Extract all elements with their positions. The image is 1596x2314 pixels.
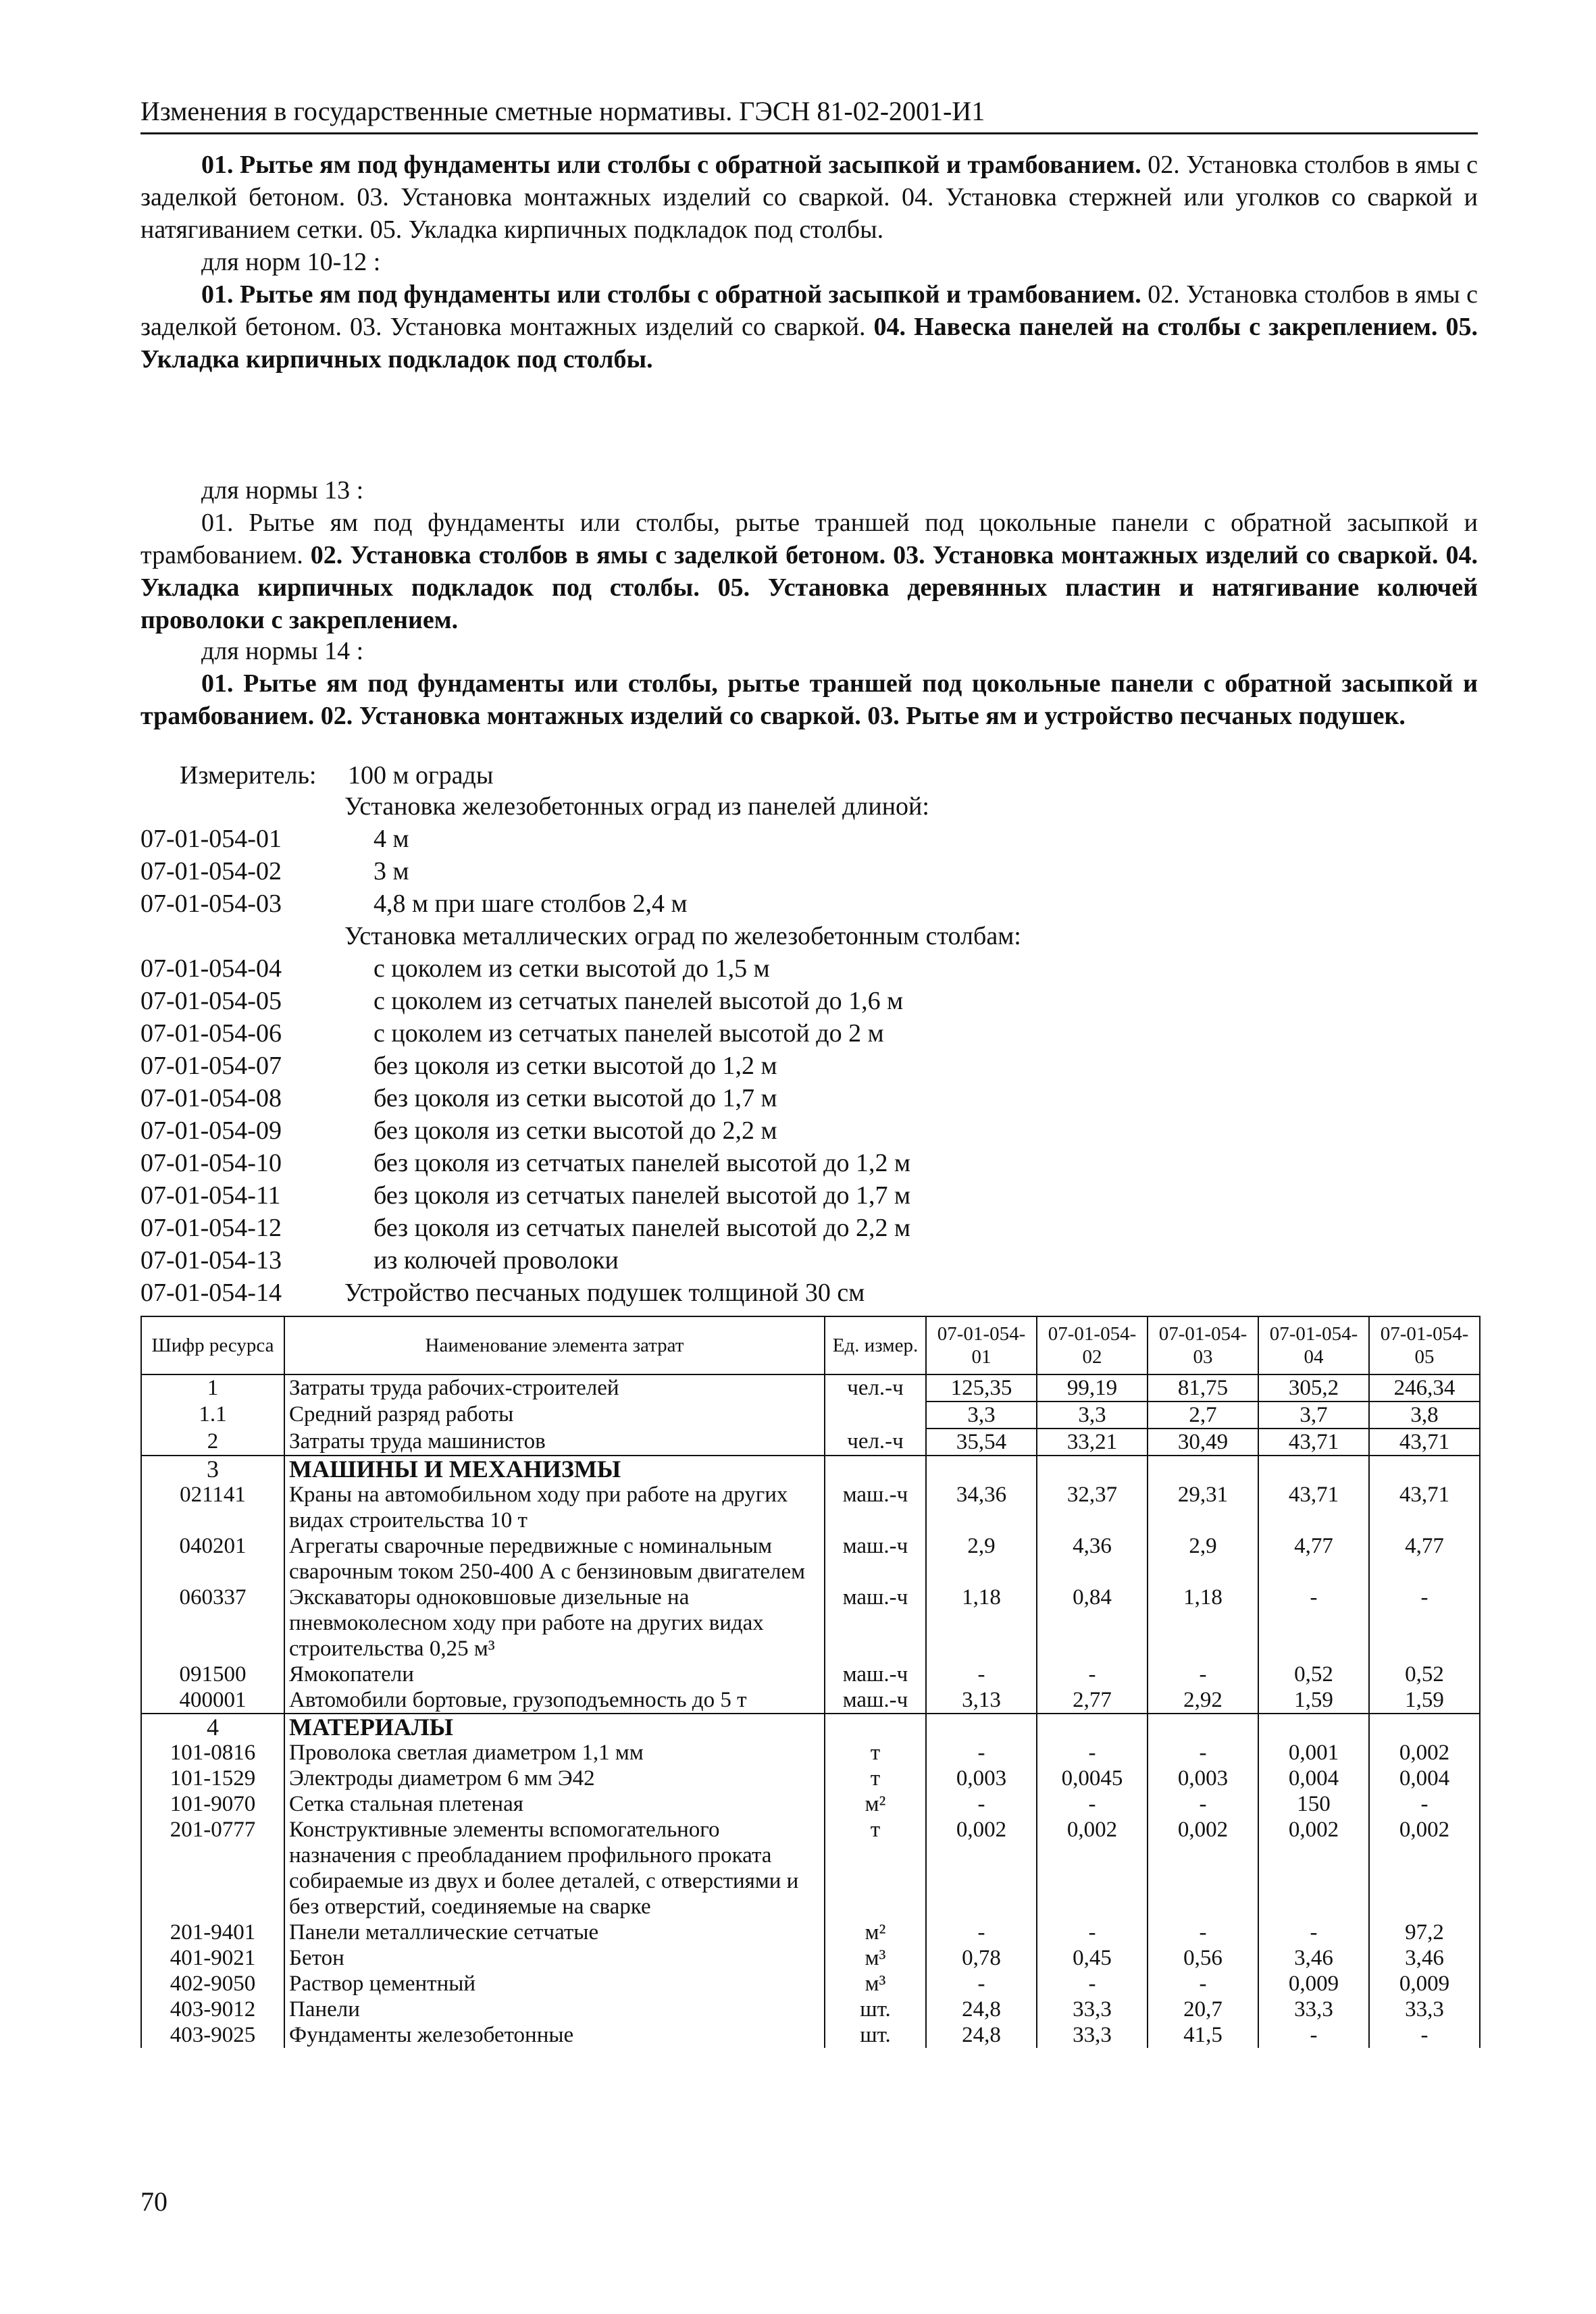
code-desc: с цоколем из сетчатых панелей высотой до 1,6 м xyxy=(374,987,904,1015)
code-desc: с цоколем из сетки высотой до 1,5 м xyxy=(374,954,770,983)
resource-unit: м³ xyxy=(825,1971,926,1997)
resource-value: - xyxy=(1369,1791,1480,1817)
p3-start: 01. Рытье ям под фундаменты или столбы, рытье траншей под цокольные панели с обратной засыпкой и трамбованием. xyxy=(140,509,1478,569)
code-desc: 4,8 м при шаге столбов 2,4 м xyxy=(374,890,688,918)
resource-value: - xyxy=(926,1920,1037,1945)
resource-name: Краны на автомобильном ходу при работе на других видах строительства 10 т xyxy=(284,1482,825,1533)
intro-paragraph-2 xyxy=(140,278,1478,376)
resource-value xyxy=(1037,1456,1148,1482)
resource-value: 3,46 xyxy=(1258,1945,1369,1971)
header-col: 07-01-054-02 xyxy=(1037,1316,1148,1374)
resource-unit: т xyxy=(825,1740,926,1766)
resource-name: Проволока светлая диаметром 1,1 мм xyxy=(284,1740,825,1766)
resource-value: 2,9 xyxy=(926,1533,1037,1585)
table-row xyxy=(141,1740,1480,1766)
resource-unit: шт. xyxy=(825,2022,926,2048)
table-row xyxy=(141,1456,1480,1482)
resource-value: 41,5 xyxy=(1148,2022,1258,2048)
table-row xyxy=(141,1429,1480,1456)
code-desc: без цоколя из сетчатых панелей высотой до 1,2 м xyxy=(374,1149,910,1177)
resource-name: Электроды диаметром 6 мм Э42 xyxy=(284,1766,825,1791)
resource-code: 400001 xyxy=(141,1687,284,1714)
code-desc: 4 м xyxy=(374,825,409,853)
table-body xyxy=(141,1374,1480,2048)
resource-value xyxy=(926,1714,1037,1740)
header-col: 07-01-054-05 xyxy=(1369,1316,1480,1374)
code: 07-01-054-11 xyxy=(140,1181,281,1210)
table-row xyxy=(141,1791,1480,1817)
resource-code: 201-0777 xyxy=(141,1817,284,1920)
resource-value: 1,18 xyxy=(1148,1585,1258,1662)
resource-code: 101-1529 xyxy=(141,1766,284,1791)
resource-value: 2,77 xyxy=(1037,1687,1148,1714)
code: 07-01-054-04 xyxy=(140,954,282,983)
resource-value: 0,004 xyxy=(1369,1766,1480,1791)
meter-value: 100 м ограды xyxy=(348,761,494,790)
resource-value: 0,004 xyxy=(1258,1766,1369,1791)
resource-unit xyxy=(825,1456,926,1482)
resource-value: 0,0045 xyxy=(1037,1766,1148,1791)
resource-value: 3,7 xyxy=(1258,1402,1369,1429)
code-desc: без цоколя из сетчатых панелей высотой до 1,7 м xyxy=(374,1181,910,1210)
resource-name: Затраты труда рабочих-строителей xyxy=(284,1374,825,1402)
resource-name: Панели металлические сетчатые xyxy=(284,1920,825,1945)
p2-bold-2: 04. Навеска панелей на столбы с закреплением. 05. Укладка кирпичных подкладок под столбы. xyxy=(140,313,1478,374)
table-row xyxy=(141,1766,1480,1791)
resource-value: - xyxy=(1037,1971,1148,1997)
resource-name: Экскаваторы одноковшовые дизельные на пневмоколесном ходу при работе на других видах строительства 0,25 м³ xyxy=(284,1585,825,1662)
p3-bold: 02. Установка столбов в ямы с заделкой бетоном. 03. Установка монтажных изделий со сваркой. 04. Укладка кирпичных подкладок под столбы. 05. Установка деревянных пластин и натягивание колючей проволоки с закреплением. xyxy=(140,541,1478,634)
resource-value: - xyxy=(1148,1971,1258,1997)
table-row xyxy=(141,1482,1480,1533)
table-header-row xyxy=(141,1316,1480,1374)
resource-value: 2,7 xyxy=(1148,1402,1258,1429)
p2-bold: 01. Рытье ям под фундаменты или столбы с обратной засыпкой и трамбованием. xyxy=(201,280,1141,309)
resource-value xyxy=(1148,1456,1258,1482)
resource-value xyxy=(1148,1714,1258,1740)
table-row xyxy=(141,1533,1480,1585)
table-row xyxy=(141,1402,1480,1429)
label-norm-13: для нормы 13 : xyxy=(201,476,364,505)
code-desc: 3 м xyxy=(374,857,409,885)
resource-value: 0,009 xyxy=(1369,1971,1480,1997)
resource-value: 33,3 xyxy=(1258,1997,1369,2022)
resource-code: 4 xyxy=(141,1714,284,1740)
resource-value: 0,003 xyxy=(926,1766,1037,1791)
resource-value: 0,003 xyxy=(1148,1766,1258,1791)
resource-unit: чел.-ч xyxy=(825,1374,926,1402)
resource-value: 0,52 xyxy=(1258,1662,1369,1687)
table-row xyxy=(141,1714,1480,1740)
resource-value: 3,3 xyxy=(926,1402,1037,1429)
meter-label: Измеритель: xyxy=(180,761,317,790)
resource-value: 0,002 xyxy=(1148,1817,1258,1920)
resource-name: Агрегаты сварочные передвижные с номинальным сварочным током 250-400 А с бензиновым двигателем xyxy=(284,1533,825,1585)
resource-value: 0,56 xyxy=(1148,1945,1258,1971)
resource-code: 402-9050 xyxy=(141,1971,284,1997)
resource-value: 33,3 xyxy=(1037,2022,1148,2048)
resource-value xyxy=(1369,1714,1480,1740)
resource-value: - xyxy=(1148,1740,1258,1766)
resource-name: Сетка стальная плетеная xyxy=(284,1791,825,1817)
resource-value: 0,002 xyxy=(1037,1817,1148,1920)
resource-value: - xyxy=(1258,1920,1369,1945)
resource-name: Раствор цементный xyxy=(284,1971,825,1997)
resource-name: Панели xyxy=(284,1997,825,2022)
code: 07-01-054-01 xyxy=(140,825,282,853)
header-col: 07-01-054-04 xyxy=(1258,1316,1369,1374)
intro-paragraph-1 xyxy=(140,149,1478,246)
resource-value: - xyxy=(1369,1585,1480,1662)
resource-value: 305,2 xyxy=(1258,1374,1369,1402)
resource-value: 20,7 xyxy=(1148,1997,1258,2022)
header-code: Шифр ресурса xyxy=(141,1316,284,1374)
resource-value: 0,002 xyxy=(926,1817,1037,1920)
resource-code: 101-0816 xyxy=(141,1740,284,1766)
resource-value: 33,21 xyxy=(1037,1429,1148,1456)
resource-value: 32,37 xyxy=(1037,1482,1148,1533)
resource-unit: маш.-ч xyxy=(825,1662,926,1687)
table-row xyxy=(141,1997,1480,2022)
resource-value: 0,84 xyxy=(1037,1585,1148,1662)
resource-name: Конструктивные элементы вспомогательного назначения с преобладанием профильного проката собираемые из двух и более деталей, с отверстиями и без отверстий, соединяемые на сварке xyxy=(284,1817,825,1920)
header-name: Наименование элемента затрат xyxy=(284,1316,825,1374)
resource-value: 43,71 xyxy=(1258,1429,1369,1456)
resource-value: 2,92 xyxy=(1148,1687,1258,1714)
resource-value: - xyxy=(926,1662,1037,1687)
resource-value: 24,8 xyxy=(926,1997,1037,2022)
table-row xyxy=(141,1945,1480,1971)
resource-value: 33,3 xyxy=(1369,1997,1480,2022)
resource-code: 2 xyxy=(141,1429,284,1456)
resource-value: - xyxy=(1148,1791,1258,1817)
resource-value: 125,35 xyxy=(926,1374,1037,1402)
resource-unit: м² xyxy=(825,1791,926,1817)
resource-code: 403-9012 xyxy=(141,1997,284,2022)
resource-value: 0,52 xyxy=(1369,1662,1480,1687)
resource-value: 33,3 xyxy=(1037,1997,1148,2022)
resource-value: 2,9 xyxy=(1148,1533,1258,1585)
header-unit: Ед. измер. xyxy=(825,1316,926,1374)
p1-rest: 02. Установка столбов в ямы с заделкой бетоном. 03. Установка монтажных изделий со сваркой. 04. Установка стержней или уголков со сваркой и натягиванием сетки. 05. Укладка кирпичных подкладок под столбы. xyxy=(140,151,1478,244)
resource-code: 091500 xyxy=(141,1662,284,1687)
resource-value: 246,34 xyxy=(1369,1374,1480,1402)
resource-code: 060337 xyxy=(141,1585,284,1662)
resource-value: - xyxy=(1258,1585,1369,1662)
resource-value: - xyxy=(1037,1920,1148,1945)
resource-unit: м³ xyxy=(825,1945,926,1971)
code: 07-01-054-12 xyxy=(140,1214,282,1242)
resource-name: МАТЕРИАЛЫ xyxy=(284,1714,825,1740)
p4-bold: 01. Рытье ям под фундаменты или столбы, рытье траншей под цокольные панели с обратной засыпкой и трамбованием. 02. Установка монтажных изделий со сваркой. 03. Рытье ям и устройство песчаных подушек. xyxy=(140,669,1478,730)
code: 07-01-054-10 xyxy=(140,1149,282,1177)
resource-unit: маш.-ч xyxy=(825,1533,926,1585)
resource-value: 3,8 xyxy=(1369,1402,1480,1429)
resource-table xyxy=(140,1316,1481,2048)
resource-value: 1,59 xyxy=(1258,1687,1369,1714)
resource-code: 1.1 xyxy=(141,1402,284,1429)
resource-name: Фундаменты железобетонные xyxy=(284,2022,825,2048)
resource-code: 3 xyxy=(141,1456,284,1482)
resource-name: Бетон xyxy=(284,1945,825,1971)
resource-value: 30,49 xyxy=(1148,1429,1258,1456)
resource-code: 201-9401 xyxy=(141,1920,284,1945)
code: 07-01-054-08 xyxy=(140,1084,282,1112)
resource-name: Автомобили бортовые, грузоподъемность до 5 т xyxy=(284,1687,825,1714)
resource-value: 0,002 xyxy=(1258,1817,1369,1920)
resource-value: 35,54 xyxy=(926,1429,1037,1456)
resource-value: 3,13 xyxy=(926,1687,1037,1714)
resource-value: - xyxy=(926,1971,1037,1997)
header-rule xyxy=(140,132,1478,134)
intro-paragraph-3 xyxy=(140,507,1478,636)
table-row xyxy=(141,1662,1480,1687)
code-desc: без цоколя из сетки высотой до 1,2 м xyxy=(374,1052,777,1080)
resource-value: 43,71 xyxy=(1369,1482,1480,1533)
page-number: 70 xyxy=(140,2186,168,2217)
resource-value xyxy=(1258,1714,1369,1740)
resource-value: 1,18 xyxy=(926,1585,1037,1662)
resource-value xyxy=(926,1456,1037,1482)
codes-heading-2: Установка металлических оград по железобетонным столбам: xyxy=(344,922,1021,950)
resource-name: Ямокопатели xyxy=(284,1662,825,1687)
resource-code: 401-9021 xyxy=(141,1945,284,1971)
resource-value: 0,45 xyxy=(1037,1945,1148,1971)
table-row xyxy=(141,1374,1480,1402)
resource-value xyxy=(1258,1456,1369,1482)
resource-value: 29,31 xyxy=(1148,1482,1258,1533)
table-row xyxy=(141,1817,1480,1920)
resource-unit: маш.-ч xyxy=(825,1482,926,1533)
label-norm-14: для нормы 14 : xyxy=(201,637,364,665)
resource-value: 0,78 xyxy=(926,1945,1037,1971)
resource-value: 0,009 xyxy=(1258,1971,1369,1997)
resource-value: 97,2 xyxy=(1369,1920,1480,1945)
resource-value: 4,77 xyxy=(1258,1533,1369,1585)
resource-value: - xyxy=(1258,2022,1369,2048)
code: 07-01-054-02 xyxy=(140,857,282,885)
resource-value: 0,001 xyxy=(1258,1740,1369,1766)
table-row xyxy=(141,1687,1480,1714)
resource-value: - xyxy=(926,1740,1037,1766)
resource-unit: т xyxy=(825,1766,926,1791)
table-row xyxy=(141,1920,1480,1945)
resource-unit: маш.-ч xyxy=(825,1585,926,1662)
header-col: 07-01-054-03 xyxy=(1148,1316,1258,1374)
resource-code: 040201 xyxy=(141,1533,284,1585)
resource-value: 1,59 xyxy=(1369,1687,1480,1714)
resource-unit: чел.-ч xyxy=(825,1429,926,1456)
running-header: Изменения в государственные сметные нормативы. ГЭСН 81-02-2001-И1 xyxy=(140,96,985,126)
resource-code: 021141 xyxy=(141,1482,284,1533)
resource-value: - xyxy=(1037,1662,1148,1687)
table-row xyxy=(141,2022,1480,2048)
resource-value: 24,8 xyxy=(926,2022,1037,2048)
code: 07-01-054-09 xyxy=(140,1116,282,1145)
resource-value: 0,002 xyxy=(1369,1740,1480,1766)
resource-value: - xyxy=(1148,1662,1258,1687)
resource-value xyxy=(1369,1456,1480,1482)
code: 07-01-054-06 xyxy=(140,1019,282,1048)
code: 07-01-054-14 xyxy=(140,1279,282,1307)
resource-name: Затраты труда машинистов xyxy=(284,1429,825,1456)
code: 07-01-054-03 xyxy=(140,890,282,918)
code-desc: из колючей проволоки xyxy=(374,1246,619,1275)
resource-code: 101-9070 xyxy=(141,1791,284,1817)
header-col: 07-01-054-01 xyxy=(926,1316,1037,1374)
resource-unit xyxy=(825,1714,926,1740)
resource-value: 34,36 xyxy=(926,1482,1037,1533)
resource-unit: т xyxy=(825,1817,926,1920)
code: 07-01-054-13 xyxy=(140,1246,282,1275)
resource-value: - xyxy=(1037,1740,1148,1766)
resource-value: - xyxy=(1037,1791,1148,1817)
resource-unit xyxy=(825,1402,926,1429)
code-desc: без цоколя из сетки высотой до 1,7 м xyxy=(374,1084,777,1112)
resource-value: 4,36 xyxy=(1037,1533,1148,1585)
resource-unit: шт. xyxy=(825,1997,926,2022)
code-desc: Устройство песчаных подушек толщиной 30 см xyxy=(344,1279,865,1307)
resource-value: 81,75 xyxy=(1148,1374,1258,1402)
resource-value: 99,19 xyxy=(1037,1374,1148,1402)
resource-value: 4,77 xyxy=(1369,1533,1480,1585)
code-desc: без цоколя из сетки высотой до 2,2 м xyxy=(374,1116,777,1145)
p2-mid: 02. Установка столбов в ямы с заделкой бетоном. 03. Установка монтажных изделий со сваркой. xyxy=(140,280,1478,341)
table-row xyxy=(141,1971,1480,1997)
code-desc: без цоколя из сетчатых панелей высотой до 2,2 м xyxy=(374,1214,910,1242)
resource-code: 1 xyxy=(141,1374,284,1402)
resource-code: 403-9025 xyxy=(141,2022,284,2048)
resource-value: 0,002 xyxy=(1369,1817,1480,1920)
resource-value xyxy=(1037,1714,1148,1740)
codes-heading-1: Установка железобетонных оград из панелей длиной: xyxy=(344,792,929,821)
resource-unit: м² xyxy=(825,1920,926,1945)
table-row xyxy=(141,1585,1480,1662)
resource-value: - xyxy=(1148,1920,1258,1945)
label-norms-10-12: для норм 10-12 : xyxy=(201,248,381,276)
resource-name: МАШИНЫ И МЕХАНИЗМЫ xyxy=(284,1456,825,1482)
resource-value: 43,71 xyxy=(1258,1482,1369,1533)
resource-value: 150 xyxy=(1258,1791,1369,1817)
intro-paragraph-4 xyxy=(140,667,1478,732)
resource-unit: маш.-ч xyxy=(825,1687,926,1714)
resource-value: 3,46 xyxy=(1369,1945,1480,1971)
p1-bold: 01. Рытье ям под фундаменты или столбы с обратной засыпкой и трамбованием. xyxy=(201,151,1141,179)
resource-value: - xyxy=(1369,2022,1480,2048)
resource-value: 3,3 xyxy=(1037,1402,1148,1429)
resource-value: 43,71 xyxy=(1369,1429,1480,1456)
code: 07-01-054-07 xyxy=(140,1052,282,1080)
resource-value: - xyxy=(926,1791,1037,1817)
resource-name: Средний разряд работы xyxy=(284,1402,825,1429)
code: 07-01-054-05 xyxy=(140,987,282,1015)
code-desc: с цоколем из сетчатых панелей высотой до 2 м xyxy=(374,1019,884,1048)
